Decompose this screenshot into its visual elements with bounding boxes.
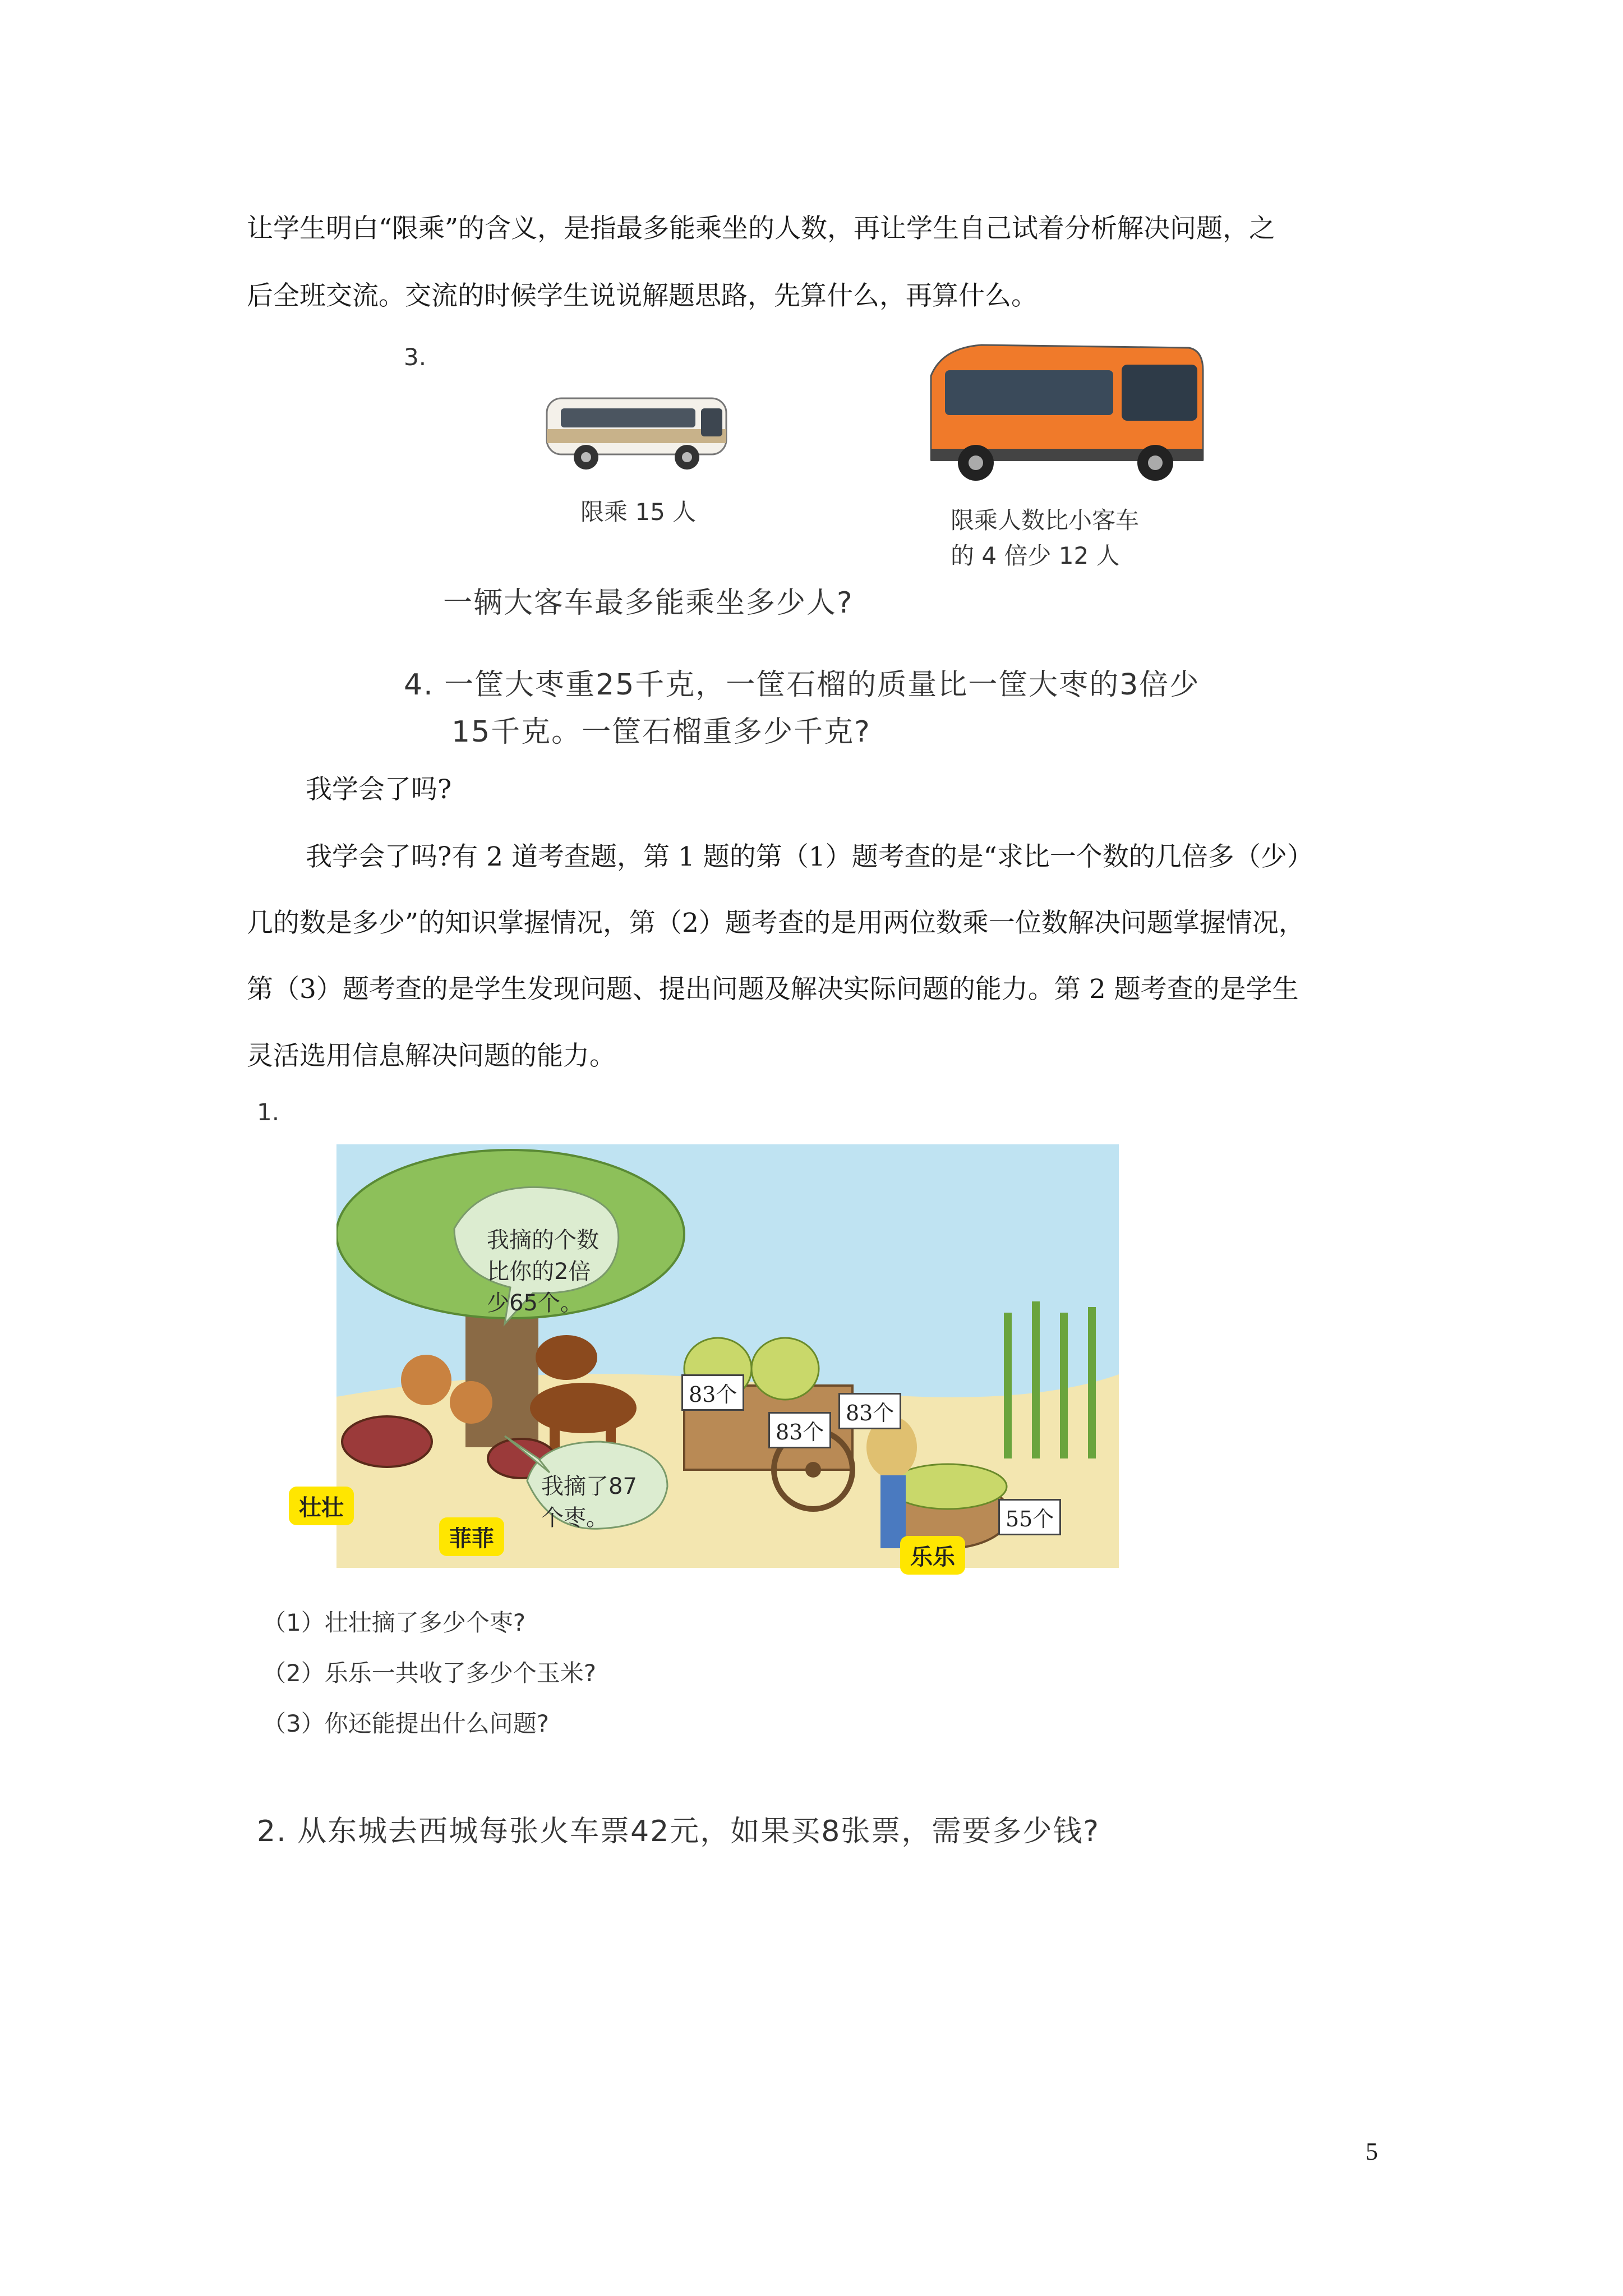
test-2-question: 2. 从东城去西城每张火车票42元，如果买8张票，需要多少钱? — [257, 1815, 1100, 1848]
page-number: 5 — [1366, 2138, 1378, 2165]
assessment-line-3: 第（3）题考查的是学生发现问题、提出问题及解决实际问题的能力。第 2 题考查的是学生 — [247, 974, 1299, 1005]
cart-count-label: 83个 — [838, 1393, 901, 1429]
cart-count-label: 83个 — [681, 1374, 744, 1411]
exercise-3-number: 3. — [404, 343, 427, 371]
test-1-question-3: （3）你还能提出什么问题? — [262, 1710, 550, 1737]
bubble-1-line-1: 我摘的个数 — [487, 1227, 599, 1253]
test-1-question-1: （1）壮壮摘了多少个枣? — [262, 1609, 526, 1636]
section-title: 我学会了吗? — [306, 774, 452, 805]
basket-count-label: 55个 — [998, 1499, 1061, 1535]
name-tag-feifei: 菲菲 — [439, 1517, 504, 1556]
bubble-2-line-1: 我摘了87 — [541, 1474, 637, 1499]
harvest-illustration — [299, 1144, 1119, 1570]
assessment-line-4: 灵活选用信息解决问题的能力。 — [247, 1041, 616, 1071]
small-bus-caption: 限乘 15 人 — [580, 498, 697, 526]
test-1-number: 1. — [257, 1098, 280, 1126]
name-tag-zhuangzhuang: 壮壮 — [289, 1487, 354, 1525]
big-bus-caption-line-1: 限乘人数比小客车 — [951, 507, 1140, 534]
small-bus-illustration — [541, 387, 735, 477]
bubble-1-line-2: 比你的2倍 — [487, 1259, 591, 1285]
bubble-2-line-2: 个枣。 — [541, 1505, 608, 1531]
cart-count-label: 83个 — [768, 1412, 831, 1448]
big-bus-caption-line-2: 的 4 倍少 12 人 — [951, 542, 1120, 569]
bubble-1-line-3: 少65个。 — [487, 1290, 583, 1316]
test-1-question-2: （2）乐乐一共收了多少个玉米? — [262, 1659, 597, 1687]
assessment-line-1: 我学会了吗?有 2 道考查题，第 1 题的第（1）题考查的是“求比一个数的几倍多（少） — [306, 841, 1313, 872]
exercise-4-line-2: 15千克。一筐石榴重多少千克? — [451, 715, 871, 749]
assessment-line-2: 几的数是多少”的知识掌握情况，第（2）题考查的是用两位数乘一位数解决问题掌握情况， — [247, 908, 1305, 938]
intro-line-2: 后全班交流。交流的时候学生说说解题思路，先算什么，再算什么。 — [247, 280, 1038, 311]
big-bus-illustration — [920, 337, 1211, 488]
intro-line-1: 让学生明白“限乘”的含义，是指最多能乘坐的人数，再让学生自己试着分析解决问题，之 — [247, 213, 1276, 244]
name-tag-lele: 乐乐 — [900, 1536, 965, 1575]
exercise-3-question: 一辆大客车最多能乘坐多少人? — [443, 586, 854, 620]
exercise-4-line-1: 4. 一筐大枣重25千克，一筐石榴的质量比一筐大枣的3倍少 — [404, 668, 1200, 702]
